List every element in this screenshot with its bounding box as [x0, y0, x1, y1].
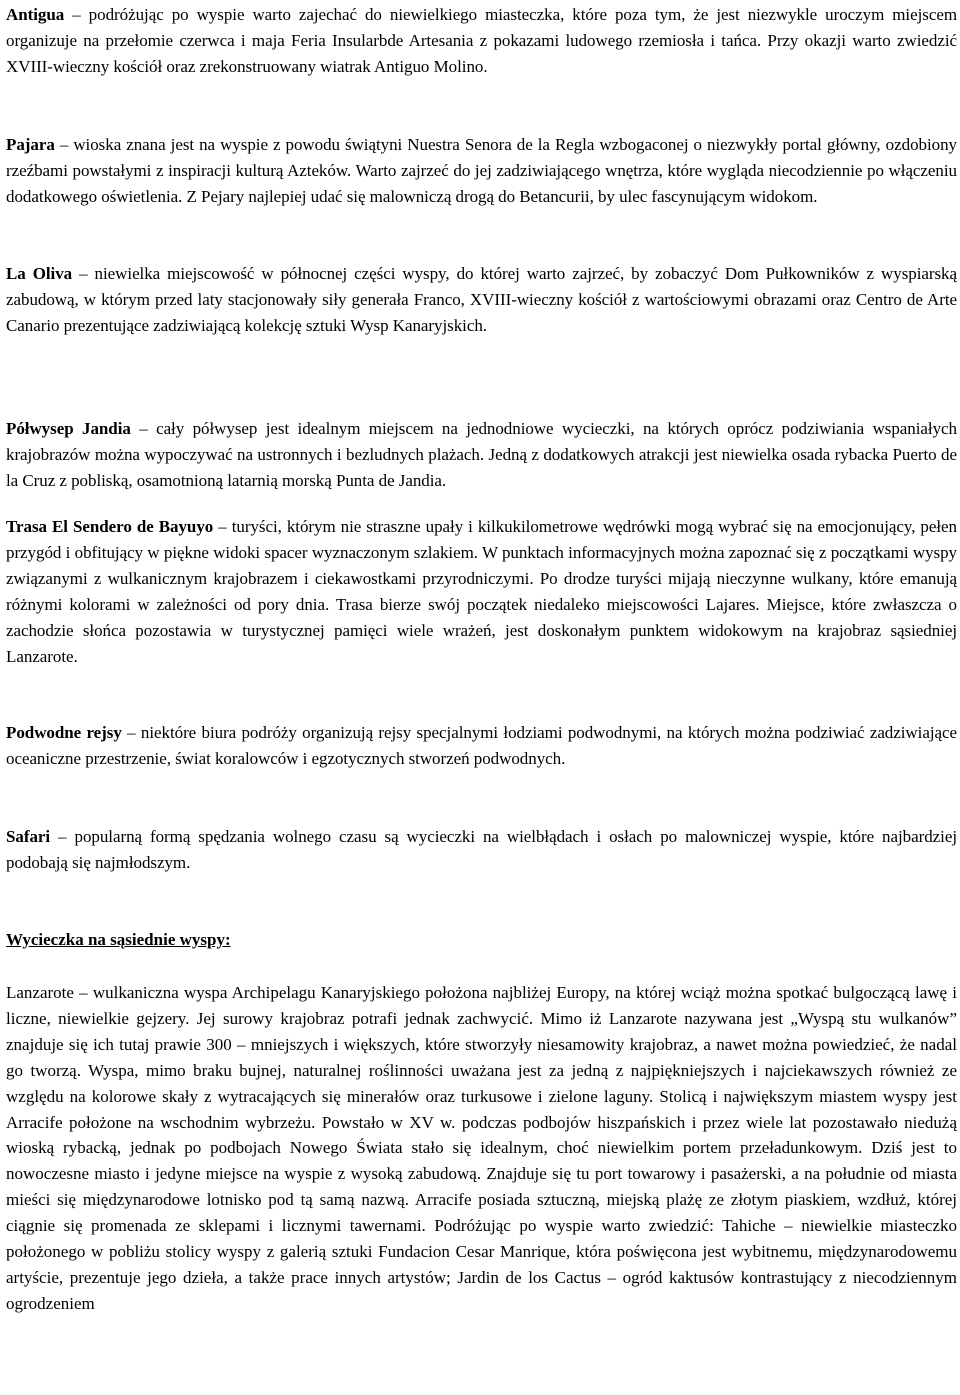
paragraph-antigua	[6, 2, 957, 80]
text-la-oliva: – niewielka miejscowość w północnej części wyspy, do której warto zajrzeć, by zobaczyć Dom Pułkowników z wyspiarską zabudową, w którym przed laty stacjonowały siły generała Franco, XVIII-wieczny kościół z wartościowymi obrazami oraz Centro de Arte Canario prezentujące zadziwiającą kolekcję sztuki Wysp Kanaryjskich.	[6, 264, 958, 335]
paragraph-bayuyo	[6, 514, 957, 669]
text-podwodne-rejsy: – niektóre biura podróży organizują rejsy specjalnymi łodziami podwodnymi, na których można podziwiać zadziwiające oceaniczne przestrzenie, świat koralowców i egzotycznych stworzeń podwodnych.	[6, 723, 957, 768]
paragraph-jandia	[6, 416, 957, 494]
paragraph-lanzarote	[6, 980, 957, 1317]
term-la-oliva: La Oliva	[6, 264, 73, 283]
term-safari: Safari	[6, 827, 51, 846]
term-lanzarote: Lanzarote	[6, 983, 74, 1002]
paragraph-podwodne-rejsy	[6, 720, 957, 772]
term-podwodne-rejsy: Podwodne rejsy	[6, 723, 122, 742]
section-heading: Wycieczka na sąsiednie wyspy:	[6, 930, 231, 949]
text-safari: – popularną formą spędzania wolnego czasu są wycieczki na wielbłądach i osłach po malowniczej wyspie, które najbardziej podobają się najmłodszym.	[6, 827, 957, 872]
paragraph-safari	[6, 824, 957, 876]
term-pajara: Pajara	[6, 135, 55, 154]
term-jandia: Półwysep Jandia	[6, 419, 131, 438]
text-jandia: – cały półwysep jest idealnym miejscem na jednodniowe wycieczki, na których oprócz podziwiania wspaniałych krajobrazów można wypoczywać na ustronnych i bezludnych plażach. Jedną z dodatkowych atrakcji jest niewielka osada rybacka Puerto de la Cruz z pobliską, osamotnioną latarnią morską Punta de Jandia.	[6, 419, 957, 490]
text-pajara: – wioska znana jest na wyspie z powodu świątyni Nuestra Senora de la Regla wzbogaconej o niezwykły portal główny, ozdobiony rzeźbami powstałymi z inspiracji kulturą Azteków. Warto zajrzeć do jej zadziwiającego wnętrza, które wygląda niecodziennie po włączeniu dodatkowego oświetlenia. Z Pejary najlepiej udać się malowniczą drogą do Betancurii, by ulec fascynującym widokom.	[6, 135, 957, 206]
term-antigua: Antigua	[6, 5, 65, 24]
paragraph-la-oliva	[6, 261, 957, 339]
text-lanzarote: – wulkaniczna wyspa Archipelagu Kanaryjskiego położona najbliżej Europy, na której wciąż można spotkać bulgoczącą lawę i liczne, niewielkie gejzery. Jej surowy krajobraz potrafi jednak zachwycić. Mimo iż Lanzarote nazywana jest „Wyspą stu wulkanów” znajduje się ich tutaj prawie 300 – mniejszych i większych, które stworzyły niesamowity krajobraz, a nawet można powiedzieć, że nadal go tworzą. Wyspa, mimo braku bujnej, naturalnej roślinności uważana jest za jedną z najpiękniejszych i najciekawszych również ze względu na kolorowe skały z wytracających się minerałów oraz turkusowe i zielone laguny. Stolicą i największym miastem wyspy jest Arracife położone na wschodnim wybrzeżu. Powstało w XV w. podczas podbojów hiszpańskich i przez wiele lat pozostawało niedużą wioską rybacką, jednak po podbojach Nowego Świata stało się idealnym, choć niewielkim portem przeładunkowym. Dziś jest to nowoczesne miasto i jedyne miejsce na wyspie z wysoką zabudową. Znajduje się tu port towarowy i pasażerski, a na południe od miasta mieści się międzynarodowe lotnisko pod tą samą nazwą. Arracife posiada sztuczną, miejską plażę ze złotym piaskiem, wzdłuż, której ciągnie się promenada ze sklepami i licznymi tawernami. Podróżując po wyspie warto zwiedzić: Tahiche – niewielkie miasteczko położonego w pobliżu stolicy wyspy z galerią sztuki Fundacion Cesar Manrique, która poświęcona jest wybitnemu, międzynarodowemu artyście, prezentuje jego dzieła, a także prace innych artystów; Jardin de los Cactus – ogród kaktusów kontrastujący z niecodziennym ogrodzeniem	[6, 983, 957, 1313]
term-bayuyo: Trasa El Sendero de Bayuyo	[6, 517, 214, 536]
text-bayuyo: – turyści, którym nie straszne upały i kilkukilometrowe wędrówki mogą wybrać się na emocjonujący, pełen przygód i obfitujący w piękne widoki spacer wyznaczonym szlakiem. W punktach informacyjnych można zapoznać się z początkami wyspy związanymi z wulkanicznym krajobrazem i ciekawostkami przyrodniczymi. Po drodze turyści mijają nieczynne wulkany, które emanują różnymi kolorami w zależności od pory dnia. Trasa bierze swój początek niedaleko miejscowości Lajares. Miejsce, które zwłaszcza o zachodzie słońca pozostawia w turystycznej pamięci wiele wrażeń, jest doskonałym punktem widokowym na krajobraz sąsiedniej Lanzarote.	[6, 517, 957, 666]
paragraph-pajara	[6, 132, 957, 210]
text-antigua: – podróżując po wyspie warto zajechać do niewielkiego miasteczka, które poza tym, że jest niezwykle uroczym miejscem organizuje na przełomie czerwca i maja Feria Insularbde Artesania z pokazami ludowego rzemiosła i tańca. Przy okazji warto zwiedzić XVIII-wieczny kościół oraz zrekonstruowany wiatrak Antiguo Molino.	[6, 5, 957, 76]
